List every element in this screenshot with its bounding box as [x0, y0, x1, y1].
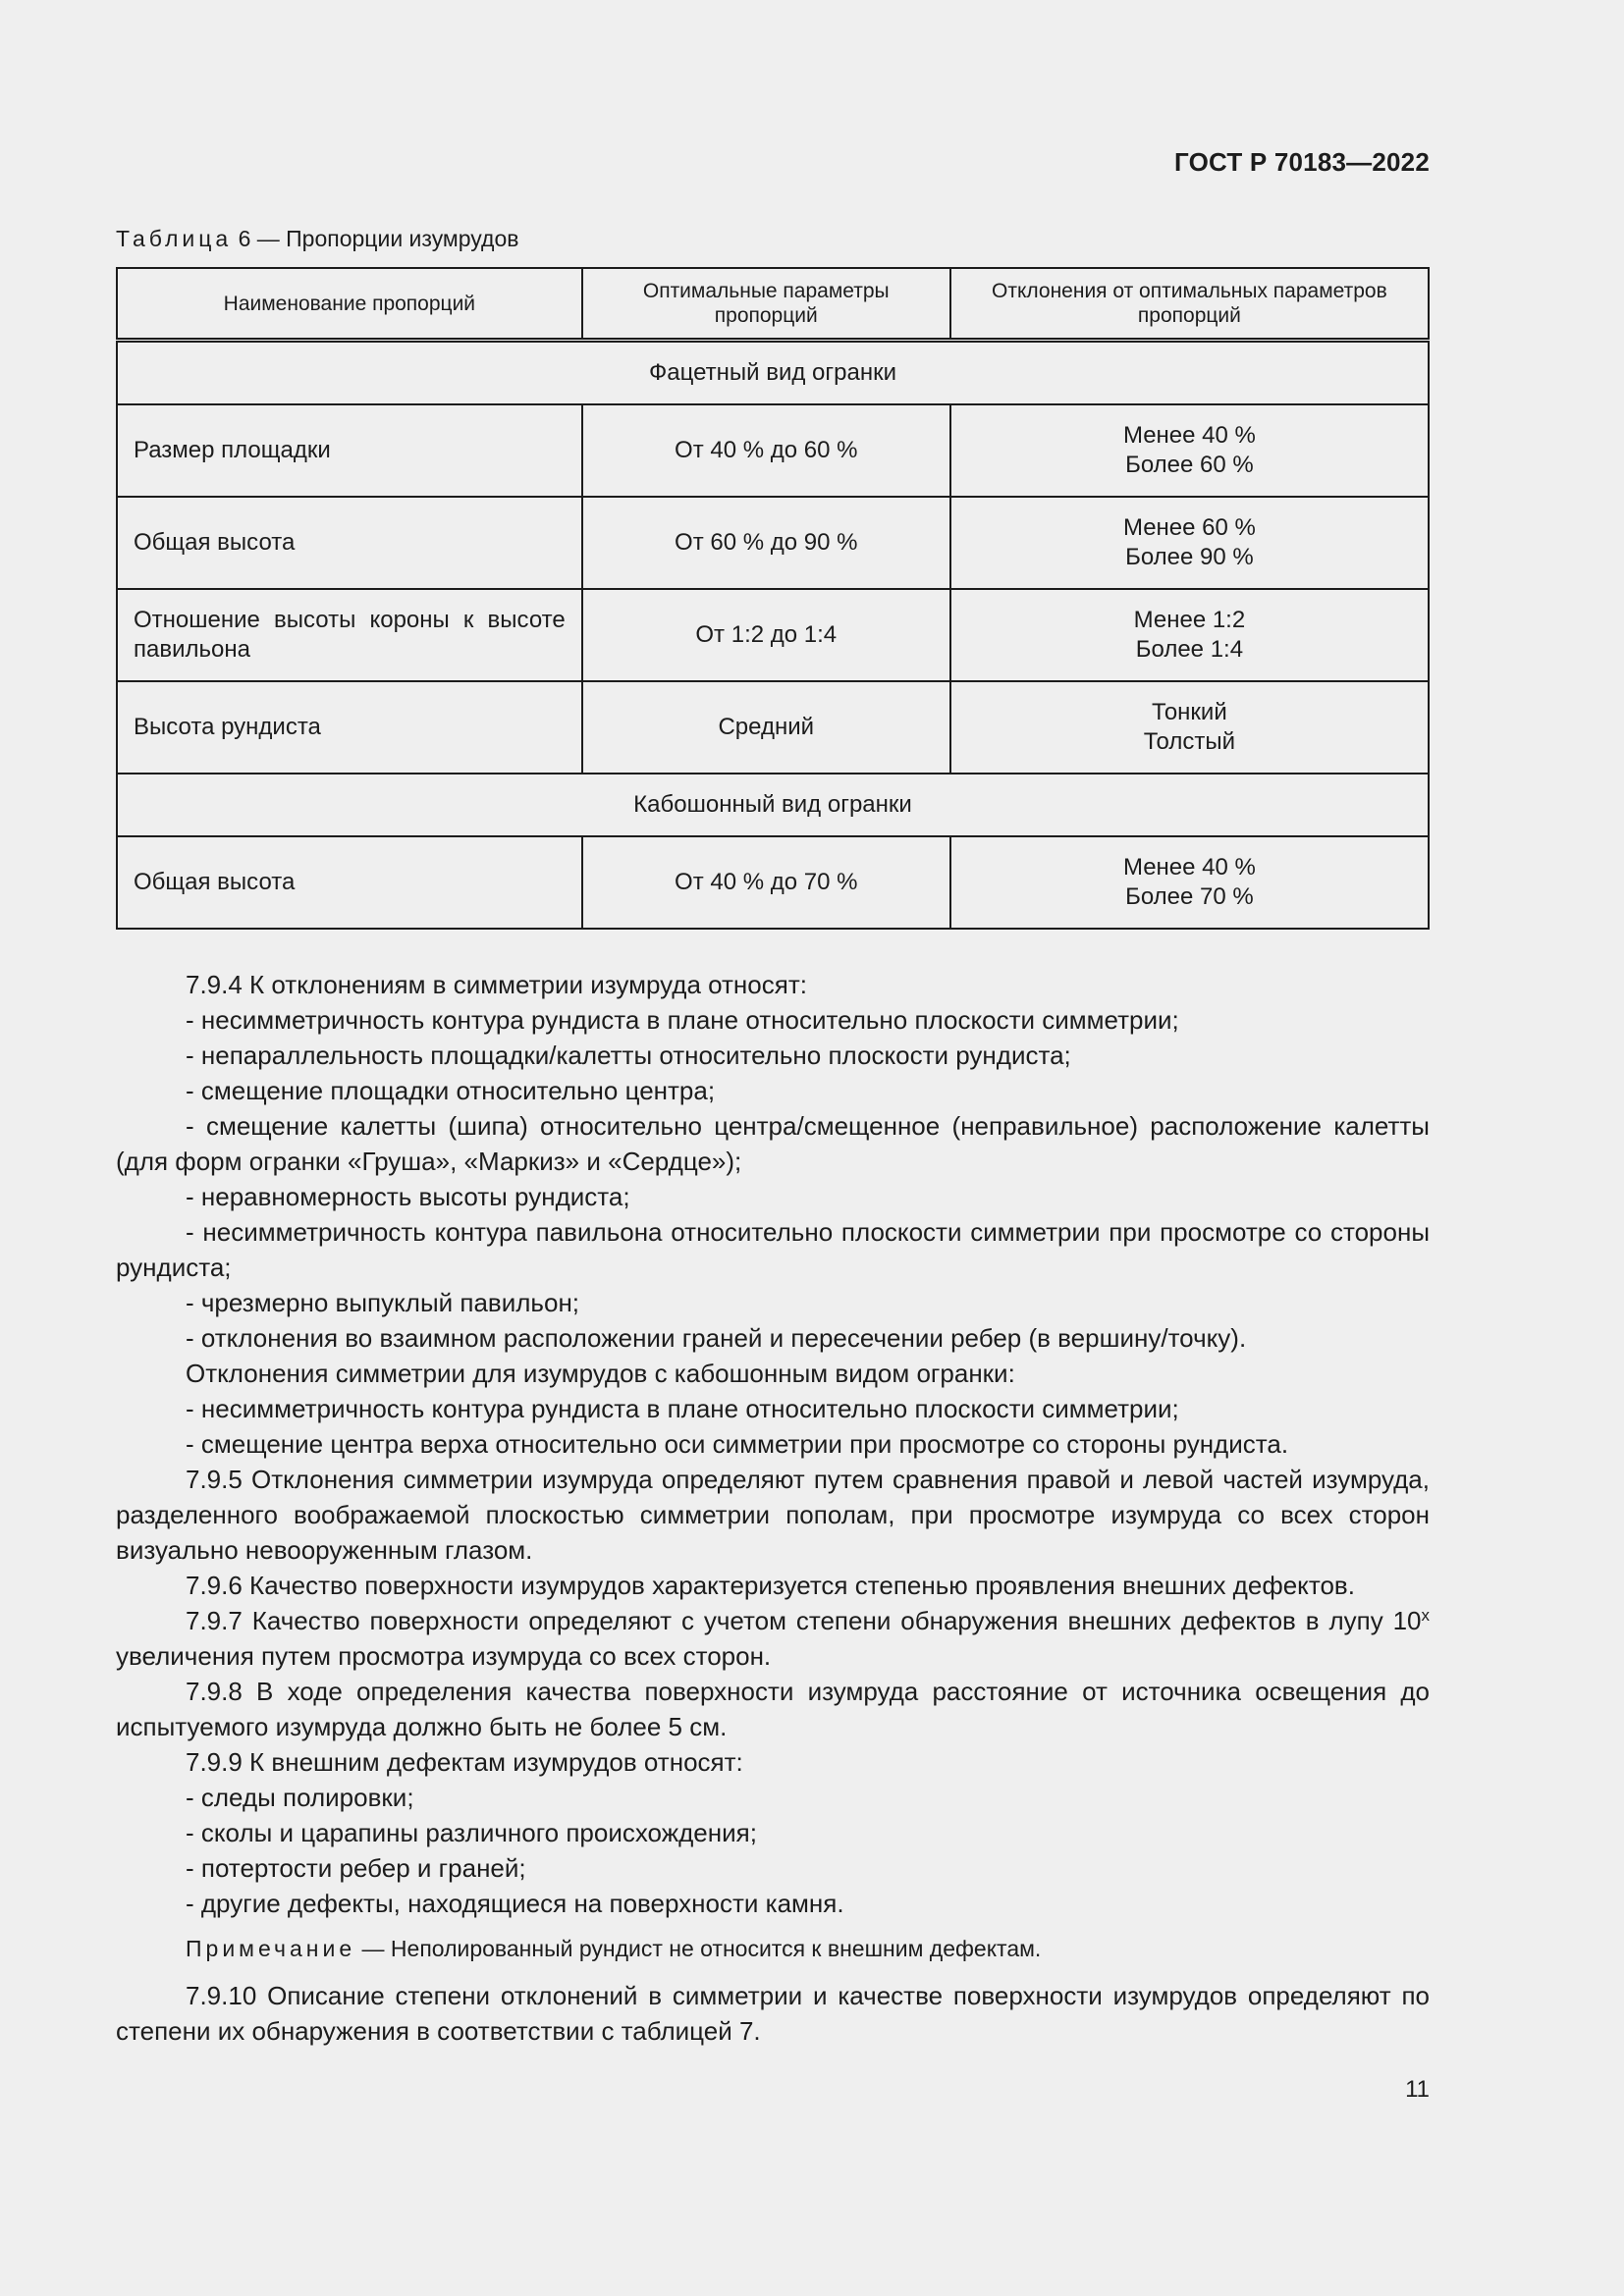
document-code: ГОСТ Р 70183—2022: [1174, 147, 1430, 177]
note-label: Примечание: [186, 1936, 356, 1961]
deviation-low: Менее 40 %: [1122, 854, 1256, 881]
row-deviation: [950, 404, 1429, 497]
row-optimal: От 1:2 до 1:4: [582, 589, 950, 681]
list-item: - непараллельность площадки/калетты относительно плоскости рундиста;: [186, 1041, 1071, 1070]
table-header-row: [117, 268, 1429, 341]
header-deviation: Отклонения от оптимальных параметров пропорций: [950, 268, 1429, 341]
row-deviation: [950, 681, 1429, 774]
deviation-high: Более 1:4: [1135, 636, 1244, 663]
section-cabochon: Кабошонный вид огранки: [117, 774, 1429, 836]
deviation-low: Тонкий: [1152, 699, 1227, 725]
table-caption-word: Таблица: [116, 226, 233, 251]
deviation-high: Толстый: [1143, 728, 1236, 755]
page-number: 11: [1405, 2076, 1430, 2103]
row-deviation: [950, 589, 1429, 681]
list-item: - смещение центра верха относительно оси симметрии при просмотре со стороны рундиста.: [186, 1429, 1289, 1459]
list-item: - неравномерность высоты рундиста;: [186, 1182, 630, 1211]
list-item: - следы полировки;: [186, 1783, 414, 1812]
deviation-high: Более 60 %: [1125, 452, 1254, 478]
paragraph-7-9-4: 7.9.4 К отклонениям в симметрии изумруда относят:: [186, 970, 807, 999]
paragraph-7-9-7-start: 7.9.7 Качество поверхности определяют с учетом степени обнаружения внешних дефектов в лупу 10: [186, 1606, 1422, 1635]
paragraph-7-9-7: [116, 1603, 1430, 1674]
section-row: [117, 341, 1429, 405]
section-row: [117, 774, 1429, 836]
list-item: - чрезмерно выпуклый павильон;: [186, 1288, 580, 1317]
row-name: Общая высота: [117, 497, 582, 589]
row-optimal: Средний: [582, 681, 950, 774]
magnification-superscript: х: [1421, 1606, 1430, 1625]
row-optimal: От 40 % до 60 %: [582, 404, 950, 497]
deviation-high: Более 90 %: [1125, 544, 1254, 570]
section-faceted: Фацетный вид огранки: [117, 341, 1429, 405]
paragraph-7-9-6: 7.9.6 Качество поверхности изумрудов характеризуется степенью проявления внешних дефектов.: [186, 1571, 1355, 1600]
paragraph-7-9-5: 7.9.5 Отклонения симметрии изумруда определяют путем сравнения правой и левой частей изумруда, разделенного воображаемой плоскостью симметрии пополам, при просмотре изумруда со всех сторон визуально невооруженным глазом.: [116, 1465, 1430, 1565]
table-row: [117, 836, 1429, 929]
deviation-low: Менее 60 %: [1122, 514, 1256, 541]
list-item: - несимметричность контура рундиста в плане относительно плоскости симметрии;: [186, 1005, 1179, 1035]
row-optimal: От 40 % до 70 %: [582, 836, 950, 929]
cabochon-intro: Отклонения симметрии для изумрудов с кабошонным видом огранки:: [186, 1359, 1015, 1388]
table-row: [117, 681, 1429, 774]
list-item: - сколы и царапины различного происхождения;: [186, 1818, 757, 1847]
row-deviation: [950, 497, 1429, 589]
table-row: [117, 497, 1429, 589]
list-item: - смещение калетты (шипа) относительно центра/смещенное (неправильное) расположение калетты (для форм огранки «Груша», «Маркиз» и «Сердце»);: [116, 1111, 1430, 1176]
list-item: - несимметричность контура рундиста в плане относительно плоскости симметрии;: [186, 1394, 1179, 1423]
note-text: — Неполированный рундист не относится к внешним дефектам.: [355, 1936, 1042, 1961]
table-caption-title: 6 — Пропорции изумрудов: [238, 226, 519, 251]
deviation-low: Менее 40 %: [1122, 422, 1256, 449]
body-text: [116, 967, 1430, 2049]
note: [116, 1931, 1430, 1966]
list-item: - потертости ребер и граней;: [186, 1853, 526, 1883]
paragraph-7-9-7-end: увеличения путем просмотра изумруда со всех сторон.: [116, 1641, 772, 1671]
deviation-low: Менее 1:2: [1133, 607, 1246, 633]
row-name: Общая высота: [117, 836, 582, 929]
paragraph-7-9-9: 7.9.9 К внешним дефектам изумрудов относят:: [186, 1747, 743, 1777]
paragraph-7-9-10: 7.9.10 Описание степени отклонений в симметрии и качестве поверхности изумрудов определяют по степени их обнаружения в соответствии с таблицей 7.: [116, 1981, 1430, 2046]
row-deviation: [950, 836, 1429, 929]
row-name: Отношение высоты короны к высоте павильона: [117, 589, 582, 681]
deviation-high: Более 70 %: [1125, 883, 1254, 910]
paragraph-7-9-8: 7.9.8 В ходе определения качества поверхности изумруда расстояние от источника освещения до испытуемого изумруда должно быть не более 5 см.: [116, 1677, 1430, 1741]
row-name: Высота рундиста: [117, 681, 582, 774]
proportions-table: [116, 267, 1430, 930]
header-optimal: Оптимальные параметры пропорций: [582, 268, 950, 341]
list-item: - другие дефекты, находящиеся на поверхности камня.: [186, 1889, 844, 1918]
table-row: [117, 404, 1429, 497]
table-row: [117, 589, 1429, 681]
table-caption: [116, 226, 518, 252]
row-optimal: От 60 % до 90 %: [582, 497, 950, 589]
header-name: Наименование пропорций: [117, 268, 582, 341]
row-name: Размер площадки: [117, 404, 582, 497]
list-item: - несимметричность контура павильона относительно плоскости симметрии при просмотре со стороны рундиста;: [116, 1217, 1430, 1282]
list-item: - смещение площадки относительно центра;: [186, 1076, 716, 1105]
list-item: - отклонения во взаимном расположении граней и пересечении ребер (в вершину/точку).: [186, 1323, 1247, 1353]
